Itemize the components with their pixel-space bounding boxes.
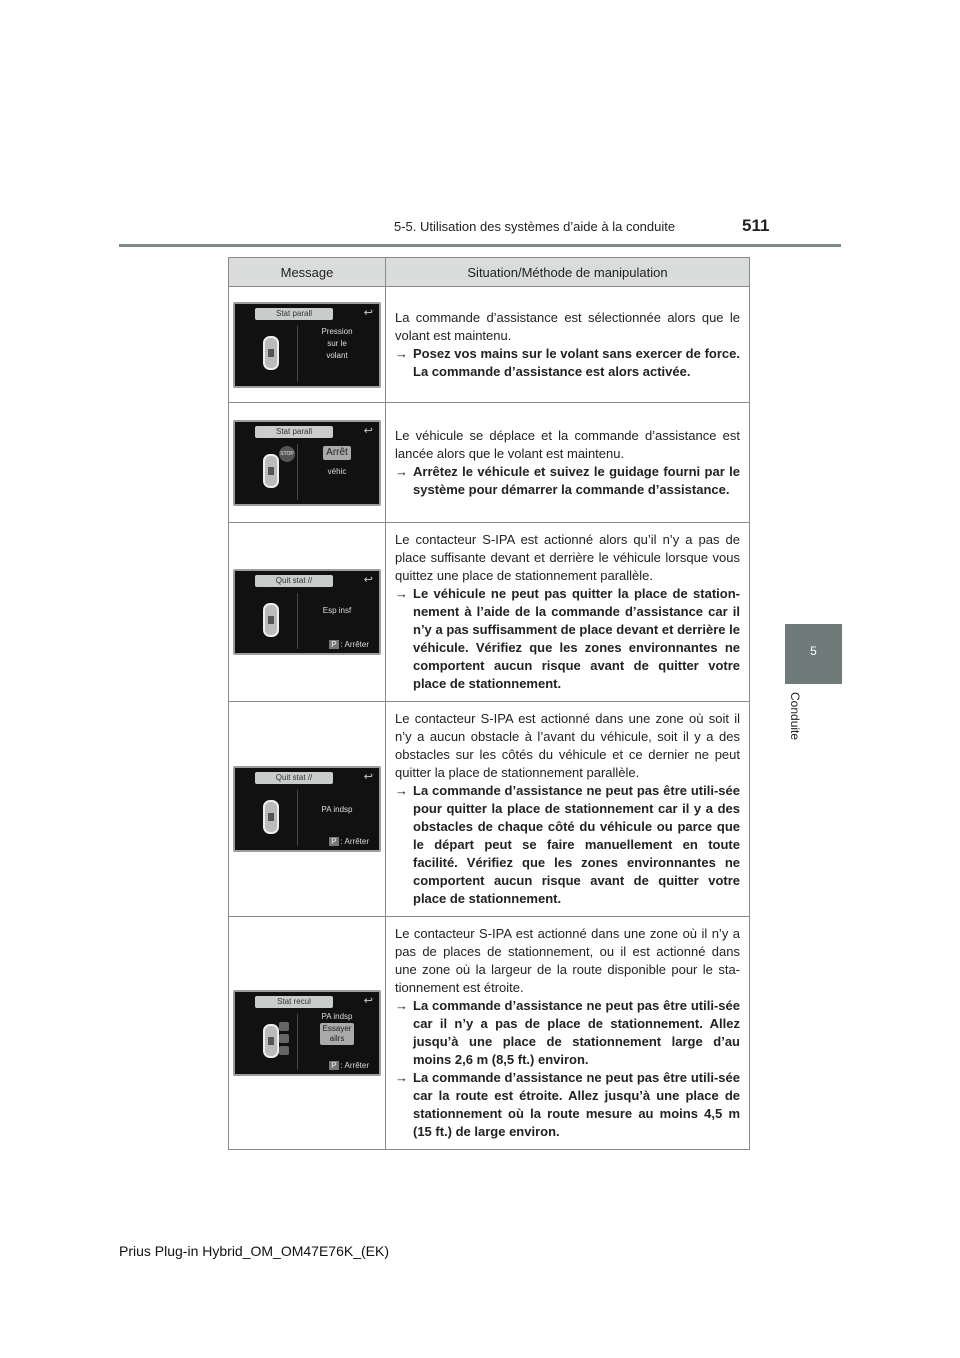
car-icon (263, 603, 279, 637)
sensor-icon (279, 1022, 289, 1031)
screen-title-bar: Stat recul (255, 996, 333, 1008)
screen-text: véhic (327, 466, 347, 476)
page-number: 511 (742, 216, 770, 235)
arrow-icon: → (395, 783, 408, 798)
car-icon (263, 336, 279, 370)
display-screen-image (233, 569, 381, 655)
header-section-title: 5-5. Utilisation des systèmes d’aide à la conduite (394, 219, 676, 234)
situation-cell (386, 702, 750, 917)
parking-switch-icon: P (331, 1061, 337, 1070)
car-icon (263, 454, 279, 488)
screen-title-bar: Stat parall (255, 426, 333, 438)
car-icon (263, 1024, 279, 1058)
screen-footer-text: : Arrêter (340, 1061, 369, 1070)
parking-switch-icon: P (331, 837, 337, 846)
vehicle-graphic (247, 326, 298, 382)
chapter-number: 5 (810, 644, 817, 658)
back-icon: ↩ (363, 306, 373, 319)
screen-text: sur le (327, 338, 347, 348)
back-icon: ↩ (363, 424, 373, 437)
action-text: Le véhicule ne peut pas quitter la place de station-nement à l’aide de la commande d’assistance car il n’y a pas suffisamment de place devant et derrière le véhicule. Vérifiez que les zones environnantes ne comportent aucun risque avant de quitter votre place de stationnement. (413, 586, 740, 691)
table-header-row (229, 258, 750, 287)
table-row (229, 917, 750, 1150)
message-table (228, 257, 750, 1150)
screen-title-bar: Quit stat // (255, 772, 333, 784)
screen-text (299, 1023, 375, 1045)
back-icon: ↩ (363, 995, 373, 1007)
screen-text: PA indsp (321, 1012, 353, 1021)
vehicle-graphic (247, 790, 298, 846)
arrow-icon: → (395, 998, 408, 1013)
vehicle-graphic (247, 1014, 298, 1070)
vehicle-graphic (247, 593, 298, 649)
arrow-icon: → (395, 345, 408, 361)
col-situation-header: Situation/Méthode de manipulation (386, 258, 750, 287)
message-cell (229, 403, 386, 523)
parking-switch-icon: P (331, 640, 337, 649)
table-row (229, 523, 750, 702)
back-icon: ↩ (363, 771, 373, 783)
action-text: La commande d’assistance ne peut pas être utili-sée car la route est étroite. Allez jusqu’à une place de stationnement où la route mesure au moins 4,5 m (15 ft.) de large environ. (413, 1070, 740, 1139)
document-footer: Prius Plug-in Hybrid_OM_OM47E76K_(EK) (119, 1243, 389, 1259)
screen-text: volant (326, 350, 348, 360)
message-cell (229, 523, 386, 702)
situation-description: Le véhicule se déplace et la commande d’assistance est lancée alors que le volant est maintenu. (395, 427, 740, 461)
action-text: La commande d’assistance ne peut pas être utili-sée pour quitter la place de stationnement car il y a des obstacles de chaque côté du véhicule ou parce que le départ peut se faire manuellement en toute facilité. Vérifiez que les zones environnantes ne comportent aucun risque avant de quitter votre place de stationnement. (413, 783, 740, 906)
situation-description: Le contacteur S-IPA est actionné alors qu’il n’y a pas de place suffisante devant et derrière le véhicule lorsque vous quittez une place de stationnement parallèle. (395, 532, 740, 583)
action-item (395, 585, 740, 693)
screen-footer-text: : Arrêter (340, 837, 369, 846)
situation-description: Le contacteur S-IPA est actionné dans une zone où il n’y a pas de places de stationnement, ou il est actionné dans une zone où la largeur de la route disponible pour le sta-tionnement est étroite. (395, 926, 740, 995)
sensor-icon (279, 1046, 289, 1055)
sensor-icon (279, 1034, 289, 1043)
screen-footer (329, 640, 369, 649)
arrow-icon: → (395, 463, 408, 479)
table-row (229, 702, 750, 917)
action-item (395, 345, 740, 381)
action-text: La commande d’assistance ne peut pas être utili-sée car il n’y a pas de place de stationnement. Allez jusqu’à une place de stationnement large d’au moins 2,6 m (8,5 ft.) environ. (413, 998, 740, 1067)
situation-cell (386, 403, 750, 523)
situation-description: Le contacteur S-IPA est actionné dans une zone où soit il n’y a aucun obstacle à l’avant du véhicule, soit il y a des obstacles sur les côtés du véhicule et ce dernier ne peut quitter la place de stationnement parallèle. (395, 711, 740, 780)
situation-cell (386, 523, 750, 702)
situation-description: La commande d’assistance est sélectionnée alors que le volant est maintenu. (395, 309, 740, 343)
arrow-icon: → (395, 1070, 408, 1085)
screen-footer (329, 837, 369, 846)
action-item (395, 1069, 740, 1141)
header-rule (119, 244, 841, 247)
stop-vehicle-button: Arrêt (323, 446, 351, 460)
action-item (395, 782, 740, 908)
screen-text (299, 446, 375, 460)
chapter-label: Conduite (788, 692, 802, 741)
action-item (395, 997, 740, 1069)
screen-title-bar: Stat parall (255, 308, 333, 320)
back-icon: ↩ (363, 574, 373, 586)
col-message-header: Message (229, 258, 386, 287)
screen-text: Esp insf (322, 606, 352, 615)
display-screen-image (233, 302, 381, 388)
message-cell (229, 702, 386, 917)
situation-cell (386, 287, 750, 403)
car-icon (263, 800, 279, 834)
screen-text: Pression (321, 326, 353, 336)
table-row (229, 287, 750, 403)
display-screen-image (233, 990, 381, 1076)
screen-text: PA indsp (321, 805, 353, 814)
action-item (395, 463, 740, 499)
screen-footer-text: : Arrêter (340, 640, 369, 649)
message-cell (229, 287, 386, 403)
situation-cell (386, 917, 750, 1150)
screen-footer (329, 1061, 369, 1070)
action-text: Arrêtez le véhicule et suivez le guidage fourni par le système pour démarrer la commande d’assistance. (413, 463, 740, 497)
message-cell (229, 917, 386, 1150)
display-screen-image (233, 420, 381, 506)
screen-title-bar: Quit stat // (255, 575, 333, 587)
chapter-tab[interactable] (785, 624, 842, 684)
table-row (229, 403, 750, 523)
display-screen-image (233, 766, 381, 852)
action-text: Posez vos mains sur le volant sans exercer de force. La commande d’assistance est alors activée. (413, 345, 740, 379)
stop-icon: STOP (279, 446, 295, 462)
arrow-icon: → (395, 586, 408, 601)
retry-elsewhere-button: Essayer ailrs (320, 1023, 355, 1045)
